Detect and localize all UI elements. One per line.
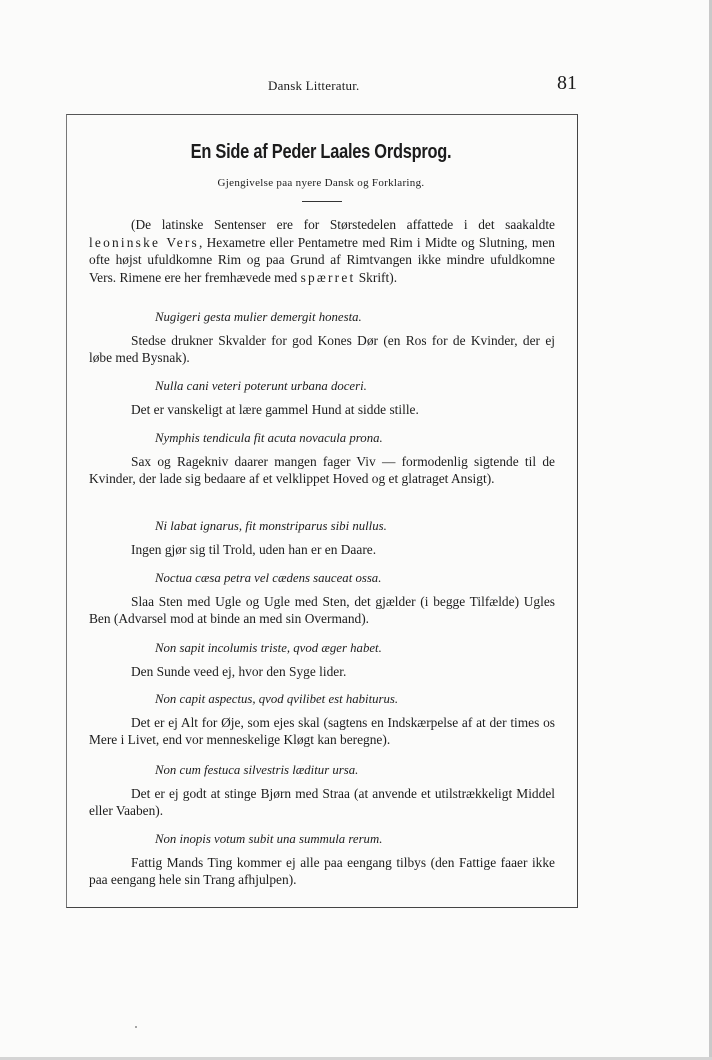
- proverb-entry: [89, 831, 555, 889]
- intro-text-2: , Hexametre eller Pentametre med Rim i Midte og Slutning, men ofte højst ufuldkomne Rim og paa Grund af Rimtvangen ikke mindre ufuldkomne Vers. Rimene ere her fremhævede med: [89, 234, 555, 285]
- latin-proverb: Nugigeri gesta mulier demergit honesta.: [155, 310, 362, 324]
- intro-spaced-term-2: spærret: [300, 269, 356, 285]
- proverb-entry: [89, 640, 555, 680]
- intro-text-3: Skrift).: [355, 269, 398, 285]
- paper-speck: [135, 1026, 137, 1028]
- intro-text-1: (De latinske Sentenser ere for Størstedelen affattede i det saakaldte: [131, 217, 555, 232]
- latin-proverb: Noctua cæsa petra vel cædens sauceat ossa.: [155, 571, 382, 585]
- intro-paragraph: [89, 216, 555, 286]
- latin-proverb: Non inopis votum subit una summula rerum.: [155, 832, 383, 846]
- danish-translation: Ingen gjør sig til Trold, uden han er en Daare.: [131, 541, 377, 557]
- danish-translation: Det er ej godt at stinge Bjørn med Straa (at anvende et utilstrækkeligt Middel eller Vaaben).: [89, 785, 555, 819]
- latin-proverb: Non sapit incolumis triste, qvod æger habet.: [155, 641, 382, 655]
- title-divider: [302, 201, 342, 202]
- proverb-entry: [89, 762, 555, 820]
- danish-translation: Slaa Sten med Ugle og Ugle med Sten, det gjælder (i begge Tilfælde) Ugles Ben (Advarsel mod at binde an med sin Overmand).: [89, 593, 555, 627]
- intro-spaced-term-1: leoninske Vers: [89, 234, 199, 250]
- latin-proverb: Nymphis tendicula fit acuta novacula prona.: [155, 431, 383, 445]
- article-title: En Side af Peder Laales Ordsprog.: [190, 141, 452, 163]
- proverb-entry: [89, 378, 555, 418]
- danish-translation: Det er ej Alt for Øje, som ejes skal (sagtens en Indskærpelse af at der times os Mere i Livet, end vor menneskelige Kløgt kan beregne).: [89, 714, 555, 748]
- danish-translation: Stedse drukner Skvalder for god Kones Dør (en Ros for de Kvinder, der ej løbe med Bysnak).: [89, 332, 555, 366]
- proverb-entry: [89, 309, 555, 367]
- latin-proverb: Ni labat ignarus, fit monstriparus sibi nullus.: [155, 519, 387, 533]
- page-number: 81: [557, 72, 577, 94]
- danish-translation: Sax og Ragekniv daarer mangen fager Viv — formodenlig sigtende til de Kvinder, der lade sig bedaare af et velklippet Hoved og et glatraget Ansigt).: [89, 453, 555, 487]
- latin-proverb: Non capit aspectus, qvod qvilibet est habiturus.: [155, 692, 399, 706]
- latin-proverb: Nulla cani veteri poterunt urbana doceri.: [155, 379, 367, 393]
- latin-proverb: Non cum festuca silvestris læditur ursa.: [155, 763, 359, 777]
- proverb-entry: [89, 691, 555, 749]
- proverb-entry: [89, 430, 555, 488]
- article-subtitle: Gjengivelse paa nyere Dansk og Forklaring.: [217, 177, 425, 189]
- proverb-entry: [89, 518, 555, 558]
- danish-translation: Det er vanskeligt at lære gammel Hund at sidde stille.: [131, 401, 419, 417]
- danish-translation: Den Sunde veed ej, hvor den Syge lider.: [131, 663, 347, 679]
- danish-translation: Fattig Mands Ting kommer ej alle paa eengang tilbys (den Fattige faaer ikke paa eengang hele sin Trang afhjulpen).: [89, 854, 555, 888]
- proverb-entry: [89, 570, 555, 628]
- running-head: Dansk Litteratur.: [268, 78, 360, 93]
